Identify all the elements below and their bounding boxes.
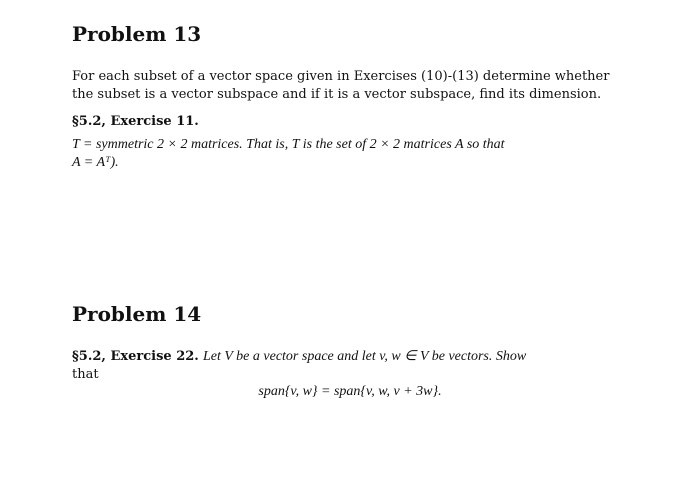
problem-13-statement-line-2: A = Aᵀ). <box>72 155 119 170</box>
problem-13-statement <box>72 136 612 172</box>
problem-13-intro-line-1: For each subset of a vector space given in Exercises (10)-(13) determine whether <box>72 69 610 84</box>
problem-14-statement-line-2: that <box>72 367 99 382</box>
problem-13-intro-line-2: the subset is a vector subspace and if it is a vector subspace, find its dimension. <box>72 87 602 102</box>
problem-14-statement-text: Let V be a vector space and let v, w ∈ V be vectors. Show <box>202 349 527 364</box>
problem-13-intro <box>72 68 612 104</box>
problem-14-title: Problem 14 <box>72 302 202 326</box>
problem-14-exercise-ref: §5.2, Exercise 22. <box>72 349 199 364</box>
problem-13-exercise-ref: §5.2, Exercise 11. <box>72 114 199 129</box>
problem-13-title: Problem 13 <box>72 22 202 46</box>
problem-14-equation: span{v, w} = span{v, w, v + 3w}. <box>258 384 442 399</box>
problem-14-statement <box>72 348 612 384</box>
problem-13-statement-line-1: T = symmetric 2 × 2 matrices. That is, T is the set of 2 × 2 matrices A so that <box>72 137 505 152</box>
problem-14-statement-line-1 <box>72 348 612 366</box>
